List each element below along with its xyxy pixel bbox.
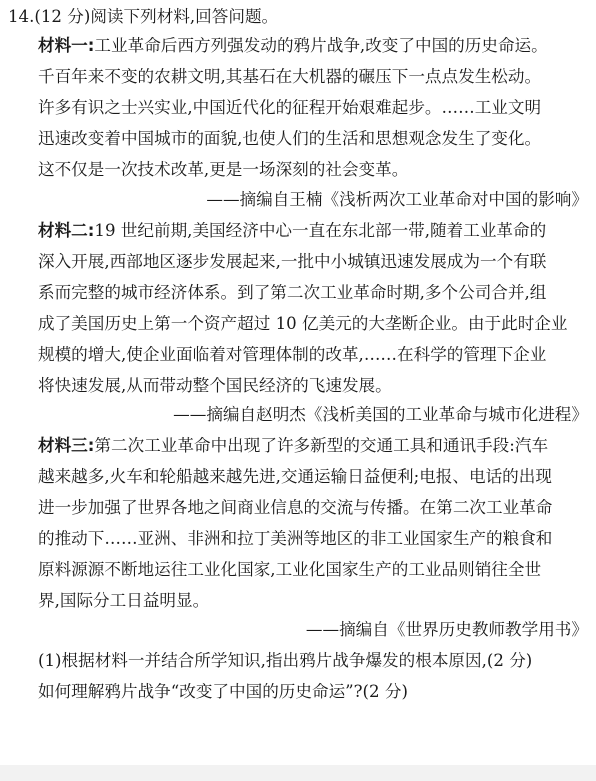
material-1-line-3: 许多有识之士兴实业,中国近代化的征程开始艰难起步。……工业文明 [38, 98, 542, 117]
material-2-line-5: 规模的增大,使企业面临着对管理体制的改革,……在科学的管理下企业 [38, 345, 547, 364]
material-3-line-3: 进一步加强了世界各地之间商业信息的交流与传播。在第二次工业革命 [38, 498, 553, 517]
material-2-line-3: 系而完整的城市经济体系。到了第二次工业革命时期,多个公司合并,组 [38, 283, 547, 302]
material-1-source: ——摘编自王楠《浅析两次工业革命对中国的影响》 [206, 190, 588, 209]
question-number: 14. [8, 7, 35, 26]
material-1-label: 材料一: [38, 36, 95, 55]
material-3-line-5: 原料源源不断地运往工业化国家,工业化国家生产的工业品则销往全世 [38, 560, 542, 579]
material-2-line-4: 成了美国历史上第一个资产超过 10 亿美元的大垄断企业。由于此时企业 [38, 314, 568, 333]
sub-question-line-1: (1)根据材料一并结合所学知识,指出鸦片战争爆发的根本原因,(2 分) [38, 651, 533, 670]
material-3-line-4: 的推动下……亚洲、非洲和拉丁美洲等地区的非工业国家生产的粮食和 [38, 529, 553, 548]
material-3-text: 第二次工业革命中出现了许多新型的交通工具和通讯手段:汽车 [94, 436, 549, 455]
material-2-text: 19 世纪前期,美国经济中心一直在东北部一带,随着工业革命的 [94, 221, 547, 240]
material-2-line-1 [38, 220, 588, 242]
material-1-line-4: 迅速改变着中国城市的面貌,也使人们的生活和思想观念发生了变化。 [38, 129, 542, 148]
page-bottom-strip [0, 765, 596, 781]
question-header [8, 6, 596, 28]
material-1-line-1 [38, 35, 588, 57]
material-2-line-6: 将快速发展,从而带动整个国民经济的飞速发展。 [38, 376, 392, 395]
sub-question-line-2: 如何理解鸦片战争“改变了中国的历史命运”?(2 分) [38, 682, 408, 701]
material-3-source: ——摘编自《世界历史教师教学用书》 [305, 620, 588, 639]
material-1-line-2: 千百年来不变的农耕文明,其基石在大机器的碾压下一点点发生松动。 [38, 67, 542, 86]
material-1-line-5: 这不仅是一次技术改革,更是一场深刻的社会变革。 [38, 160, 409, 179]
question-title: (12 分)阅读下列材料,回答问题。 [34, 7, 279, 26]
material-2-source: ——摘编自赵明杰《浅析美国的工业革命与城市化进程》 [173, 405, 588, 424]
material-1-text: 工业革命后西方列强发动的鸦片战争,改变了中国的历史命运。 [94, 36, 548, 55]
material-2-line-2: 深入开展,西部地区逐步发展起来,一批中小城镇迅速发展成为一个有联 [38, 252, 547, 271]
material-3-line-1 [38, 435, 588, 457]
material-3-line-2: 越来越多,火车和轮船越来越先进,交通运输日益便利;电报、电话的出现 [38, 467, 552, 486]
material-3-line-6: 界,国际分工日益明显。 [38, 591, 210, 610]
material-3-label: 材料三: [38, 436, 95, 455]
material-2-label: 材料二: [38, 221, 95, 240]
